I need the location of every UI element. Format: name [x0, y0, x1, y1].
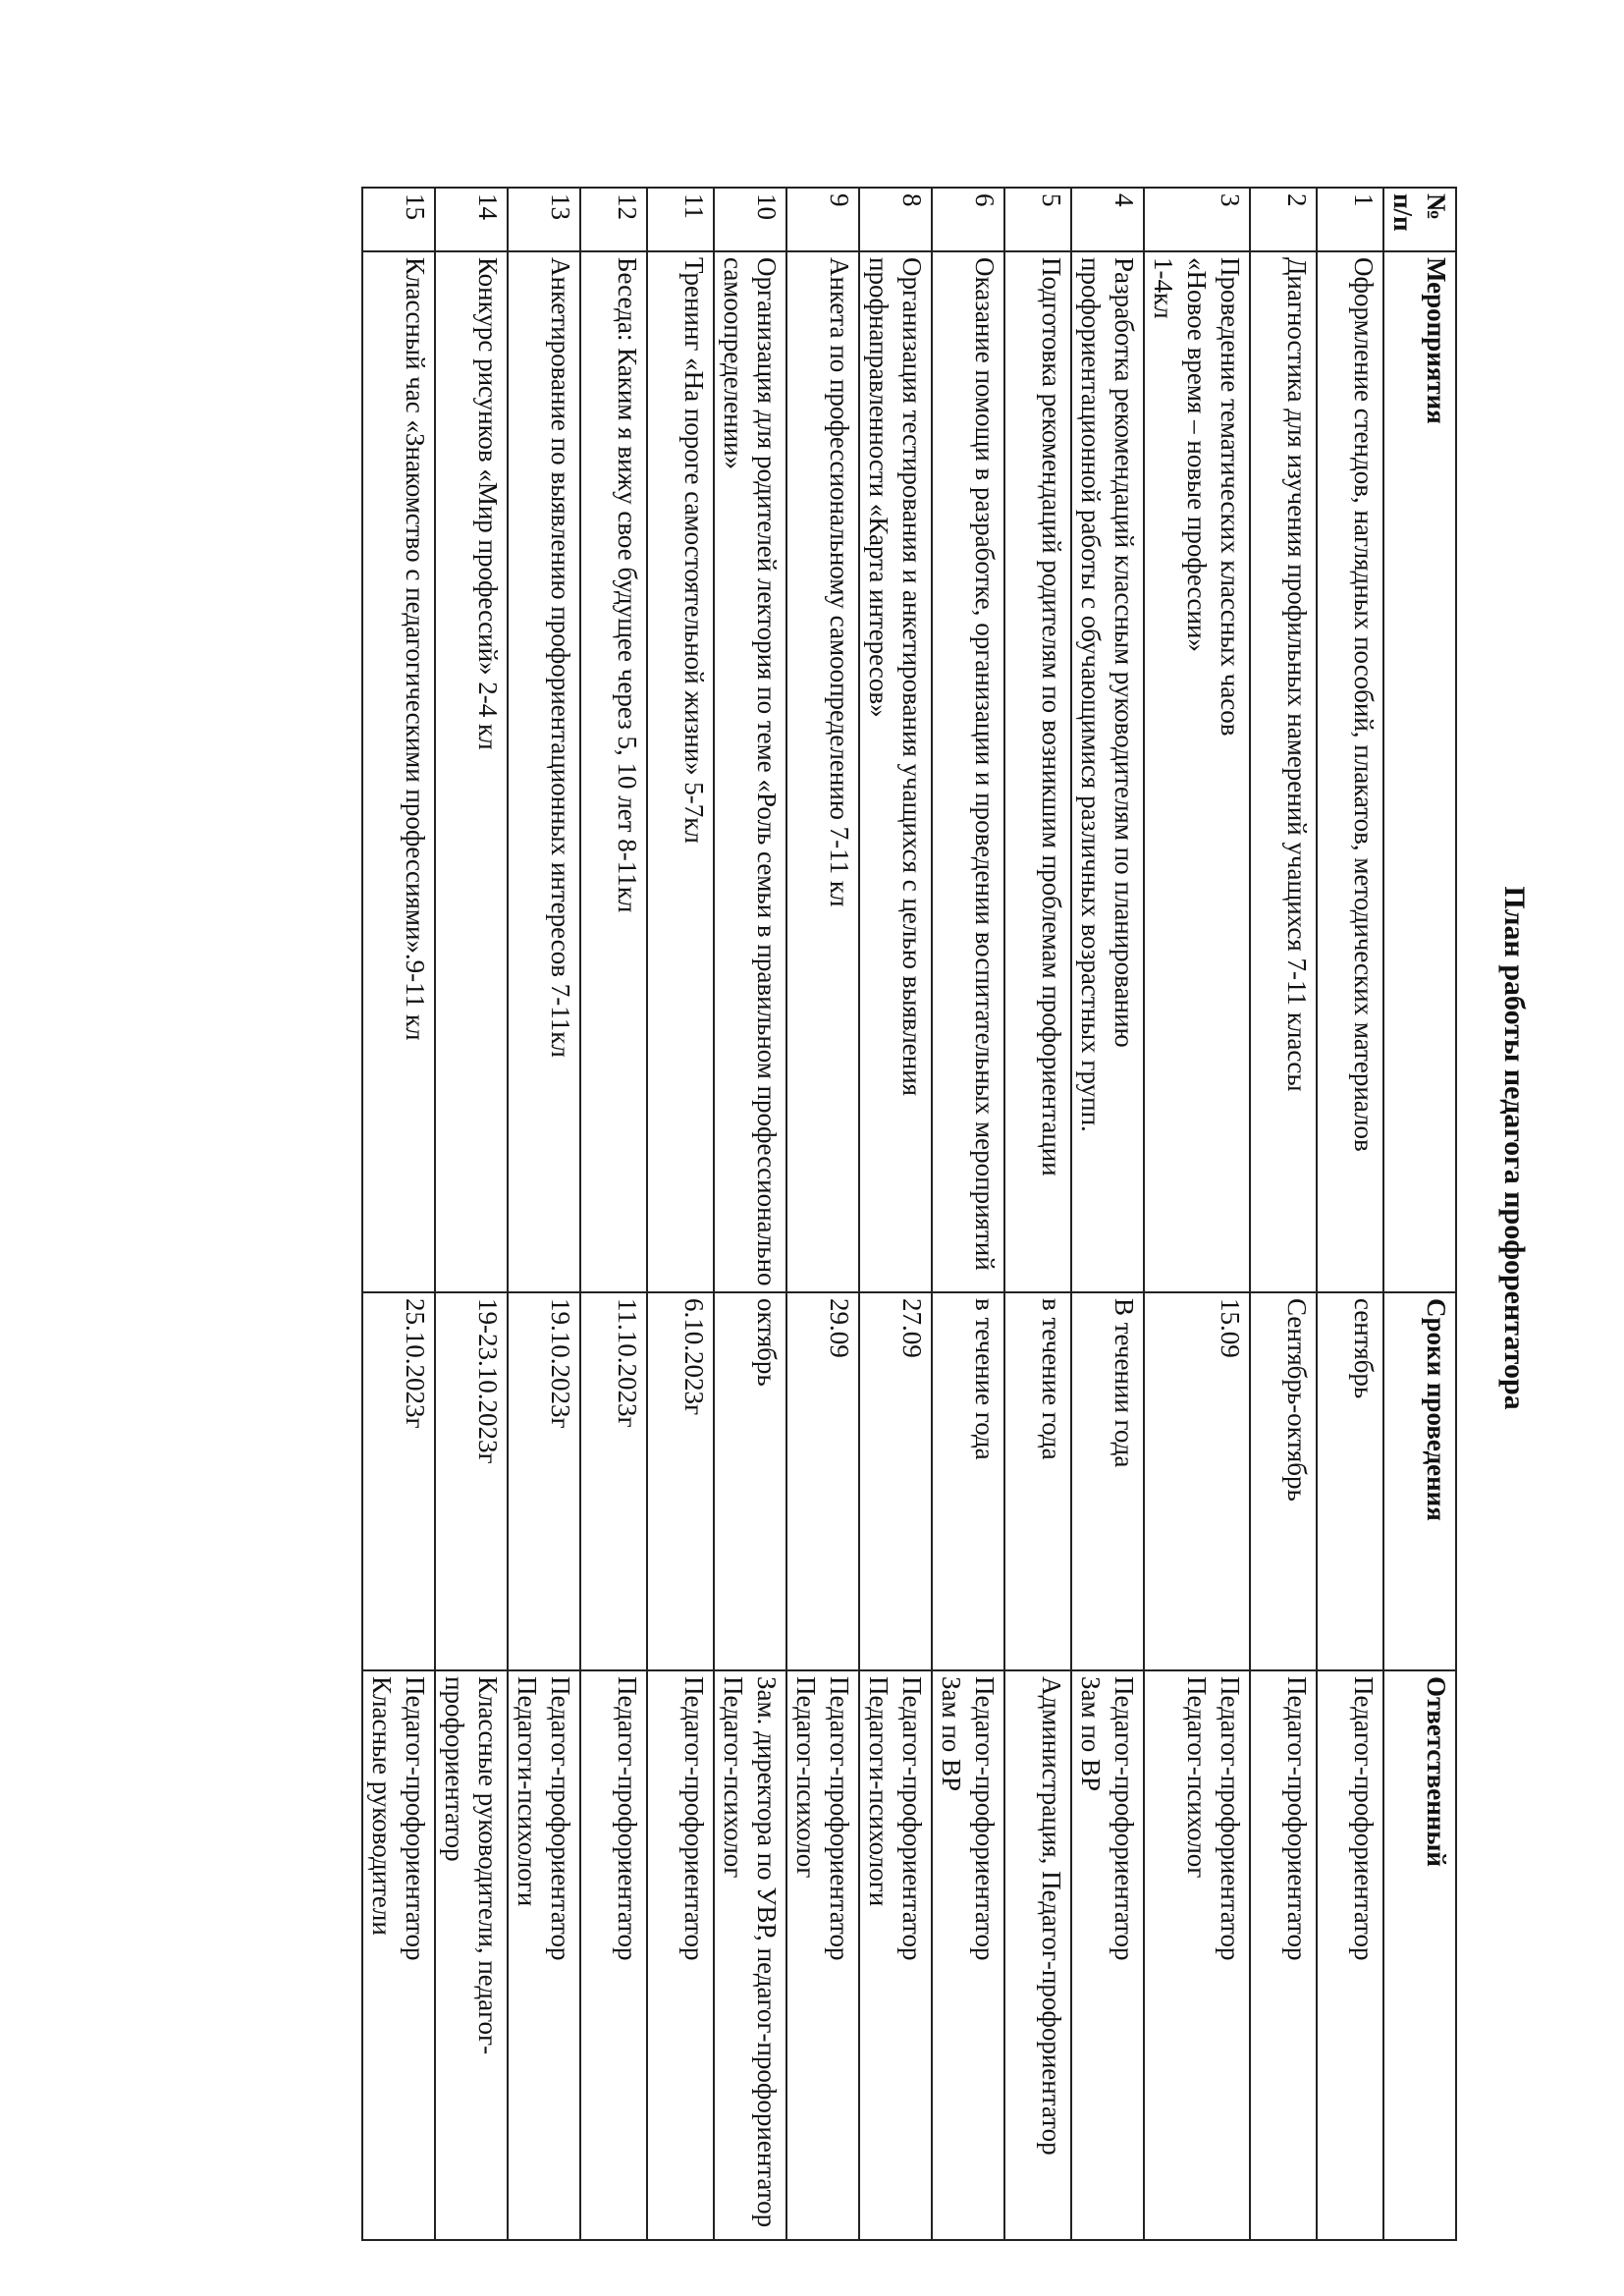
header-responsible: Ответственный — [1383, 1670, 1456, 2240]
table-row — [508, 188, 580, 2240]
table-row — [362, 188, 435, 2240]
table-row — [435, 188, 508, 2240]
table-row — [714, 188, 786, 2240]
row-responsible: Педагог-профориентатор Педагоги-психологи — [859, 1670, 932, 2240]
row-responsible: Классные руководители, педагог-профориентатор — [435, 1670, 508, 2240]
row-dates: 19.10.2023г — [508, 1292, 580, 1670]
table-row — [932, 188, 1004, 2240]
table-header-row — [1383, 188, 1456, 2240]
table-row — [580, 188, 647, 2240]
table-row — [647, 188, 714, 2240]
row-responsible: Педагог-профориентатор Зам по ВР — [932, 1670, 1004, 2240]
row-event: Анкетирование по выявлению профориентационных интересов 7-11кл — [508, 251, 580, 1292]
row-responsible: Педагог-профориентатор — [647, 1670, 714, 2240]
row-dates: 11.10.2023г — [580, 1292, 647, 1670]
row-event: Разработка рекомендаций классным руководителям по планированию профориентационной работы с обучающимися различных возрастных групп. — [1071, 251, 1144, 1292]
row-num: 6 — [932, 188, 1004, 251]
row-num: 11 — [647, 188, 714, 251]
row-event: Оформление стендов, наглядных пособий, плакатов, методических материалов — [1317, 251, 1383, 1292]
row-responsible: Педагог-профориентатор Педагог-психолог — [1144, 1670, 1250, 2240]
row-dates: октябрь — [714, 1292, 786, 1670]
row-dates: 27.09 — [859, 1292, 932, 1670]
row-dates: 6.10.2023г — [647, 1292, 714, 1670]
row-dates: в течение года — [1004, 1292, 1071, 1670]
row-responsible: Зам. директора по УВР, педагог-профориентатор Педагог-психолог — [714, 1670, 786, 2240]
row-responsible: Администрация, Педагог-профориентатор — [1004, 1670, 1071, 2240]
row-event: Беседа: Каким я вижу свое будущее через 5, 10 лет 8-11кл — [580, 251, 647, 1292]
row-num: 1 — [1317, 188, 1383, 251]
row-event: Организация для родителей лектория по теме «Роль семьи в правильном профессионально самоопределении» — [714, 251, 786, 1292]
row-dates: 25.10.2023г — [362, 1292, 435, 1670]
row-num: 8 — [859, 188, 932, 251]
row-responsible: Педагог-профориентатор Педагог-психолог — [786, 1670, 859, 2240]
document-title: План работы педагога профорентатора — [1498, 886, 1531, 1410]
row-responsible: Педагог-профориентатор — [580, 1670, 647, 2240]
table-row — [859, 188, 932, 2240]
row-num: 13 — [508, 188, 580, 251]
row-event: Классный час «Знакомство с педагогическими профессиями».9-11 кл — [362, 251, 435, 1292]
table-row — [1317, 188, 1383, 2240]
row-responsible: Педагог-профориентатор Зам по ВР — [1071, 1670, 1144, 2240]
row-num: 12 — [580, 188, 647, 251]
row-num: 2 — [1250, 188, 1317, 251]
row-event: Подготовка рекомендаций родителям по возникшим проблемам профориентации — [1004, 251, 1071, 1292]
row-num: 5 — [1004, 188, 1071, 251]
row-event: Тренинг «На пороге самостоятельной жизни» 5-7кл — [647, 251, 714, 1292]
row-responsible: Педагог-профориентатор Педагоги-психологи — [508, 1670, 580, 2240]
row-event: Анкета по профессиональному самоопределению 7-11 кл — [786, 251, 859, 1292]
row-dates: 19-23.10.2023г — [435, 1292, 508, 1670]
plan-table — [361, 187, 1457, 2241]
row-event: Конкурс рисунков «Мир профессий» 2-4 кл — [435, 251, 508, 1292]
row-event: Оказание помощи в разработке, организации и проведении воспитательных мероприятий — [932, 251, 1004, 1292]
row-responsible: Педагог-профориентатор — [1250, 1670, 1317, 2240]
table-row — [786, 188, 859, 2240]
row-num: 10 — [714, 188, 786, 251]
header-num: № п/п — [1383, 188, 1456, 251]
row-responsible: Педагог-профориентатор — [1317, 1670, 1383, 2240]
row-num: 4 — [1071, 188, 1144, 251]
table-row — [1004, 188, 1071, 2240]
row-dates: сентябрь — [1317, 1292, 1383, 1670]
row-dates: 29.09 — [786, 1292, 859, 1670]
table-row — [1071, 188, 1144, 2240]
row-num: 9 — [786, 188, 859, 251]
row-event: Проведение тематических классных часов «Новое время – новые профессии» 1-4кл — [1144, 251, 1250, 1292]
row-num: 14 — [435, 188, 508, 251]
table-row — [1144, 188, 1250, 2240]
row-num: 3 — [1144, 188, 1250, 251]
row-event: Организация тестирования и анкетирования учащихся с целью выявления профнаправленности «Карта интересов» — [859, 251, 932, 1292]
row-num: 15 — [362, 188, 435, 251]
row-responsible: Педагог-профориентатор Класные руководители — [362, 1670, 435, 2240]
row-event: Диагностика для изучения профильных намерений учащихся 7-11 классы — [1250, 251, 1317, 1292]
row-dates: Сентябрь-октябрь — [1250, 1292, 1317, 1670]
row-dates: 15.09 — [1144, 1292, 1250, 1670]
table-row — [1250, 188, 1317, 2240]
row-dates: В течении года — [1071, 1292, 1144, 1670]
header-dates: Сроки проведения — [1383, 1292, 1456, 1670]
header-event: Мероприятия — [1383, 251, 1456, 1292]
row-dates: в течение года — [932, 1292, 1004, 1670]
